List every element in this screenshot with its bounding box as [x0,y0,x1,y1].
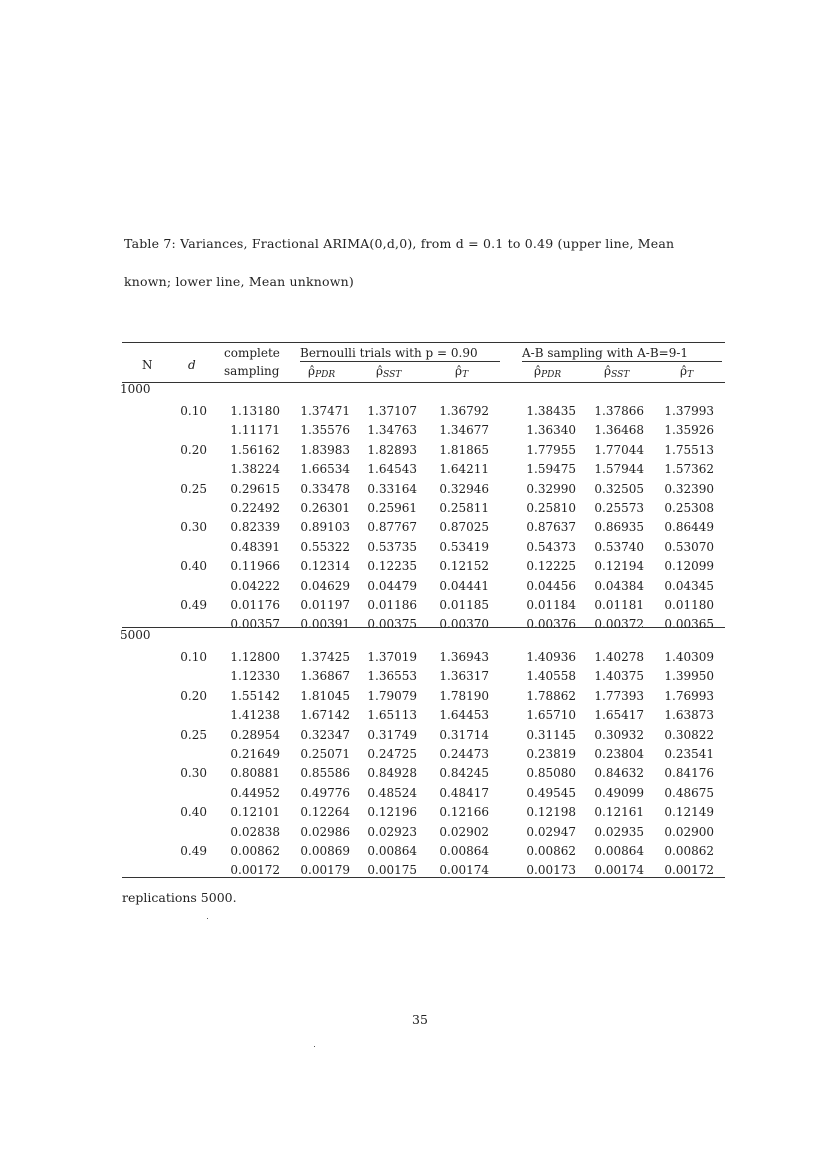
table-cell: 0.44952 [230,785,280,800]
table-cell: 1.37866 [594,404,644,418]
table-cell: 0.01197 [300,598,350,612]
table-cell: 0.04441 [439,578,489,593]
table-bottom-rule [122,877,725,878]
table-cell: 0.01184 [526,598,576,612]
table-cell: 1.37107 [367,404,417,418]
table-cell: 0.12314 [300,559,350,574]
table-cell: 0.00372 [594,617,644,632]
table-cell: 0.31145 [526,727,576,742]
table-cell: 0.00864 [367,844,417,858]
row-d-value: 0.49 [180,844,207,858]
table-cell: 0.04479 [367,578,417,593]
table-cell: 0.53419 [439,539,489,554]
table-cell: 0.23819 [526,747,576,761]
table-cell: 0.02923 [367,824,417,839]
table-cell: 0.04222 [230,578,280,593]
table-cell: 1.78190 [439,688,489,703]
row-d-value: 0.30 [180,520,207,535]
table-cell: 0.89103 [300,520,350,535]
table-cell: 0.01181 [594,598,644,612]
table-cell: 1.36792 [439,404,489,418]
table-cell: 0.04629 [300,578,350,593]
table-cell: 1.41238 [230,708,280,723]
table-cell: 1.37993 [664,404,714,418]
header-rho-t-2: $\rhô_T$ [680,364,694,380]
table-cell: 0.49776 [300,785,350,800]
table-cell: 1.40309 [664,650,714,664]
table-cell: 0.85586 [300,766,350,781]
table-cell: 0.25071 [300,747,350,761]
table-cell: 0.28954 [230,727,280,742]
scan-speck [314,1046,315,1047]
table-cell: 0.00173 [526,863,576,878]
table-cell: 1.81045 [300,688,350,703]
table-cell: 0.12264 [300,805,350,820]
header-complete-line1: complete [224,346,280,360]
row-d-value: 0.40 [180,559,207,574]
table-cell: 0.04384 [594,578,644,593]
table-cell: 1.66534 [300,462,350,477]
table-cell: 0.53735 [367,539,417,554]
table-cell: 0.53740 [594,539,644,554]
row-d-value: 0.30 [180,766,207,781]
row-d-value: 0.25 [180,481,207,496]
table-cell: 1.37425 [300,650,350,664]
table-cell: 0.29615 [230,481,280,496]
table-cell: 0.48417 [439,785,489,800]
table-cell: 0.24725 [367,747,417,761]
table-cell: 0.11966 [230,559,280,574]
table-cell: 0.84632 [594,766,644,781]
table-cell: 1.75513 [664,442,714,457]
table-cell: 1.77393 [594,688,644,703]
header-d: d [188,358,196,372]
group-n-label: 5000 [120,628,151,642]
table-cell: 0.00862 [230,844,280,858]
table-cell: 0.04345 [664,578,714,593]
footer-note: replications 5000. [122,890,237,905]
table-cell: 0.00365 [664,617,714,632]
table-cell: 0.33164 [367,481,417,496]
table-cell: 0.25961 [367,501,417,515]
table-cell: 0.00375 [367,617,417,632]
table-cell: 1.77955 [526,442,576,457]
table-cell: 0.49545 [526,785,576,800]
table-cell: 1.64453 [439,708,489,723]
table-cell: 0.25810 [526,501,576,515]
table-cell: 1.67142 [300,708,350,723]
table-cell: 1.36867 [300,669,350,684]
header-n: N [142,358,153,372]
table-cell: 1.36340 [526,423,576,438]
table-cell: 0.23541 [664,747,714,761]
table-cell: 0.00172 [664,863,714,878]
table-cell: 0.48391 [230,539,280,554]
table-cell: 1.39950 [664,669,714,684]
table-cell: 0.12101 [230,805,280,820]
table-cell: 1.38435 [526,404,576,418]
table-cell: 0.84245 [439,766,489,781]
table-cell: 1.36553 [367,669,417,684]
table-cell: 0.31714 [439,727,489,742]
table-cell: 1.40278 [594,650,644,664]
header-ab-sampling: A-B sampling with A-B=9-1 [522,346,722,362]
table-cell: 0.86935 [594,520,644,535]
table-cell: 0.32347 [300,727,350,742]
table-cell: 1.36468 [594,423,644,438]
table-cell: 0.02902 [439,824,489,839]
table-cell: 0.26301 [300,501,350,515]
table-cell: 1.65710 [526,708,576,723]
row-d-value: 0.20 [180,688,207,703]
table-cell: 0.32505 [594,481,644,496]
table-cell: 0.12198 [526,805,576,820]
table-cell: 0.25811 [439,501,489,515]
table-cell: 1.63873 [664,708,714,723]
row-d-value: 0.49 [180,598,207,612]
table-caption-line-2: known; lower line, Mean unknown) [124,274,354,289]
table-cell: 1.35576 [300,423,350,438]
header-complete-line2: sampling [224,364,280,378]
table-cell: 0.30822 [664,727,714,742]
table-cell: 0.80881 [230,766,280,781]
table-top-rule [122,342,725,343]
header-bernoulli: Bernoulli trials with p = 0.90 [300,346,500,362]
table-cell: 0.02838 [230,824,280,839]
header-rho-pdr-2: $\rhô_{PDR}$ [534,364,562,380]
table-cell: 1.40558 [526,669,576,684]
table-cell: 1.82893 [367,442,417,457]
table-cell: 0.02986 [300,824,350,839]
table-cell: 1.12800 [230,650,280,664]
group-separator-rule [122,627,725,628]
table-cell: 0.00864 [439,844,489,858]
row-d-value: 0.10 [180,404,207,418]
table-cell: 0.25573 [594,501,644,515]
table-cell: 1.38224 [230,462,280,477]
table-cell: 0.86449 [664,520,714,535]
table-cell: 1.40936 [526,650,576,664]
table-cell: 0.00370 [439,617,489,632]
table-cell: 0.12166 [439,805,489,820]
table-cell: 0.32990 [526,481,576,496]
table-cell: 1.83983 [300,442,350,457]
table-cell: 1.36317 [439,669,489,684]
group-n-label: 1000 [120,382,151,396]
table-cell: 0.00869 [300,844,350,858]
table-cell: 1.37471 [300,404,350,418]
row-d-value: 0.40 [180,805,207,820]
table-cell: 0.12161 [594,805,644,820]
table-cell: 0.84176 [664,766,714,781]
table-cell: 0.02900 [664,824,714,839]
table-cell: 0.12149 [664,805,714,820]
table-cell: 1.64543 [367,462,417,477]
table-cell: 0.87025 [439,520,489,535]
table-cell: 1.11171 [230,423,280,438]
scan-speck [207,918,208,919]
header-rho-sst-1: $\rhô_{SST}$ [376,364,402,380]
table-cell: 1.81865 [439,442,489,457]
table-cell: 1.64211 [439,462,489,477]
table-cell: 1.35926 [664,423,714,438]
table-cell: 1.12330 [230,669,280,684]
table-cell: 0.33478 [300,481,350,496]
table-cell: 0.00175 [367,863,417,878]
table-cell: 0.02947 [526,824,576,839]
table-cell: 0.01186 [367,598,417,612]
table-cell: 1.37019 [367,650,417,664]
table-cell: 0.22492 [230,501,280,515]
table-cell: 0.24473 [439,747,489,761]
table-cell: 1.40375 [594,669,644,684]
header-rho-t-1: $\rhô_T$ [455,364,469,380]
table-cell: 1.57944 [594,462,644,477]
table-cell: 0.01176 [230,598,280,612]
table-cell: 0.00174 [439,863,489,878]
header-rho-sst-2: $\rhô_{SST}$ [604,364,630,380]
table-cell: 0.84928 [367,766,417,781]
table-cell: 0.49099 [594,785,644,800]
table-cell: 0.00357 [230,617,280,632]
header-rho-pdr-1: $\rhô_{PDR}$ [308,364,336,380]
table-cell: 0.32946 [439,481,489,496]
table-cell: 0.53070 [664,539,714,554]
row-d-value: 0.10 [180,650,207,664]
table-cell: 0.12225 [526,559,576,574]
table-cell: 1.36943 [439,650,489,664]
table-cell: 0.00174 [594,863,644,878]
table-cell: 0.87767 [367,520,417,535]
table-cell: 1.65113 [367,708,417,723]
table-cell: 0.00864 [594,844,644,858]
table-cell: 0.21649 [230,747,280,761]
table-cell: 1.79079 [367,688,417,703]
row-d-value: 0.25 [180,727,207,742]
table-cell: 0.12194 [594,559,644,574]
table-cell: 0.00391 [300,617,350,632]
table-cell: 1.34677 [439,423,489,438]
page-number: 35 [412,1012,428,1027]
table-cell: 0.00862 [664,844,714,858]
table-cell: 1.57362 [664,462,714,477]
table-cell: 1.76993 [664,688,714,703]
table-cell: 0.85080 [526,766,576,781]
table-cell: 1.77044 [594,442,644,457]
header-bottom-rule [122,382,725,383]
table-cell: 0.00376 [526,617,576,632]
table-cell: 0.31749 [367,727,417,742]
table-cell: 0.04456 [526,578,576,593]
table-cell: 0.01180 [664,598,714,612]
table-cell: 1.59475 [526,462,576,477]
table-cell: 1.13180 [230,404,280,418]
table-cell: 1.34763 [367,423,417,438]
table-cell: 0.12235 [367,559,417,574]
table-cell: 1.56162 [230,442,280,457]
table-cell: 0.12152 [439,559,489,574]
table-cell: 0.54373 [526,539,576,554]
table-cell: 0.12099 [664,559,714,574]
table-cell: 0.30932 [594,727,644,742]
table-cell: 0.00172 [230,863,280,878]
table-cell: 0.00179 [300,863,350,878]
table-cell: 1.55142 [230,688,280,703]
table-cell: 1.78862 [526,688,576,703]
table-cell: 0.48675 [664,785,714,800]
table-cell: 0.48524 [367,785,417,800]
table-cell: 0.00862 [526,844,576,858]
table-cell: 0.32390 [664,481,714,496]
table-cell: 0.01185 [439,598,489,612]
table-cell: 0.25308 [664,501,714,515]
table-cell: 0.55322 [300,539,350,554]
row-d-value: 0.20 [180,442,207,457]
table-cell: 0.12196 [367,805,417,820]
table-cell: 0.23804 [594,747,644,761]
table-cell: 0.02935 [594,824,644,839]
table-cell: 0.82339 [230,520,280,535]
table-caption-line-1: Table 7: Variances, Fractional ARIMA(0,d,0), from d = 0.1 to 0.49 (upper line, Mean [124,236,675,251]
table-cell: 1.65417 [594,708,644,723]
table-cell: 0.87637 [526,520,576,535]
